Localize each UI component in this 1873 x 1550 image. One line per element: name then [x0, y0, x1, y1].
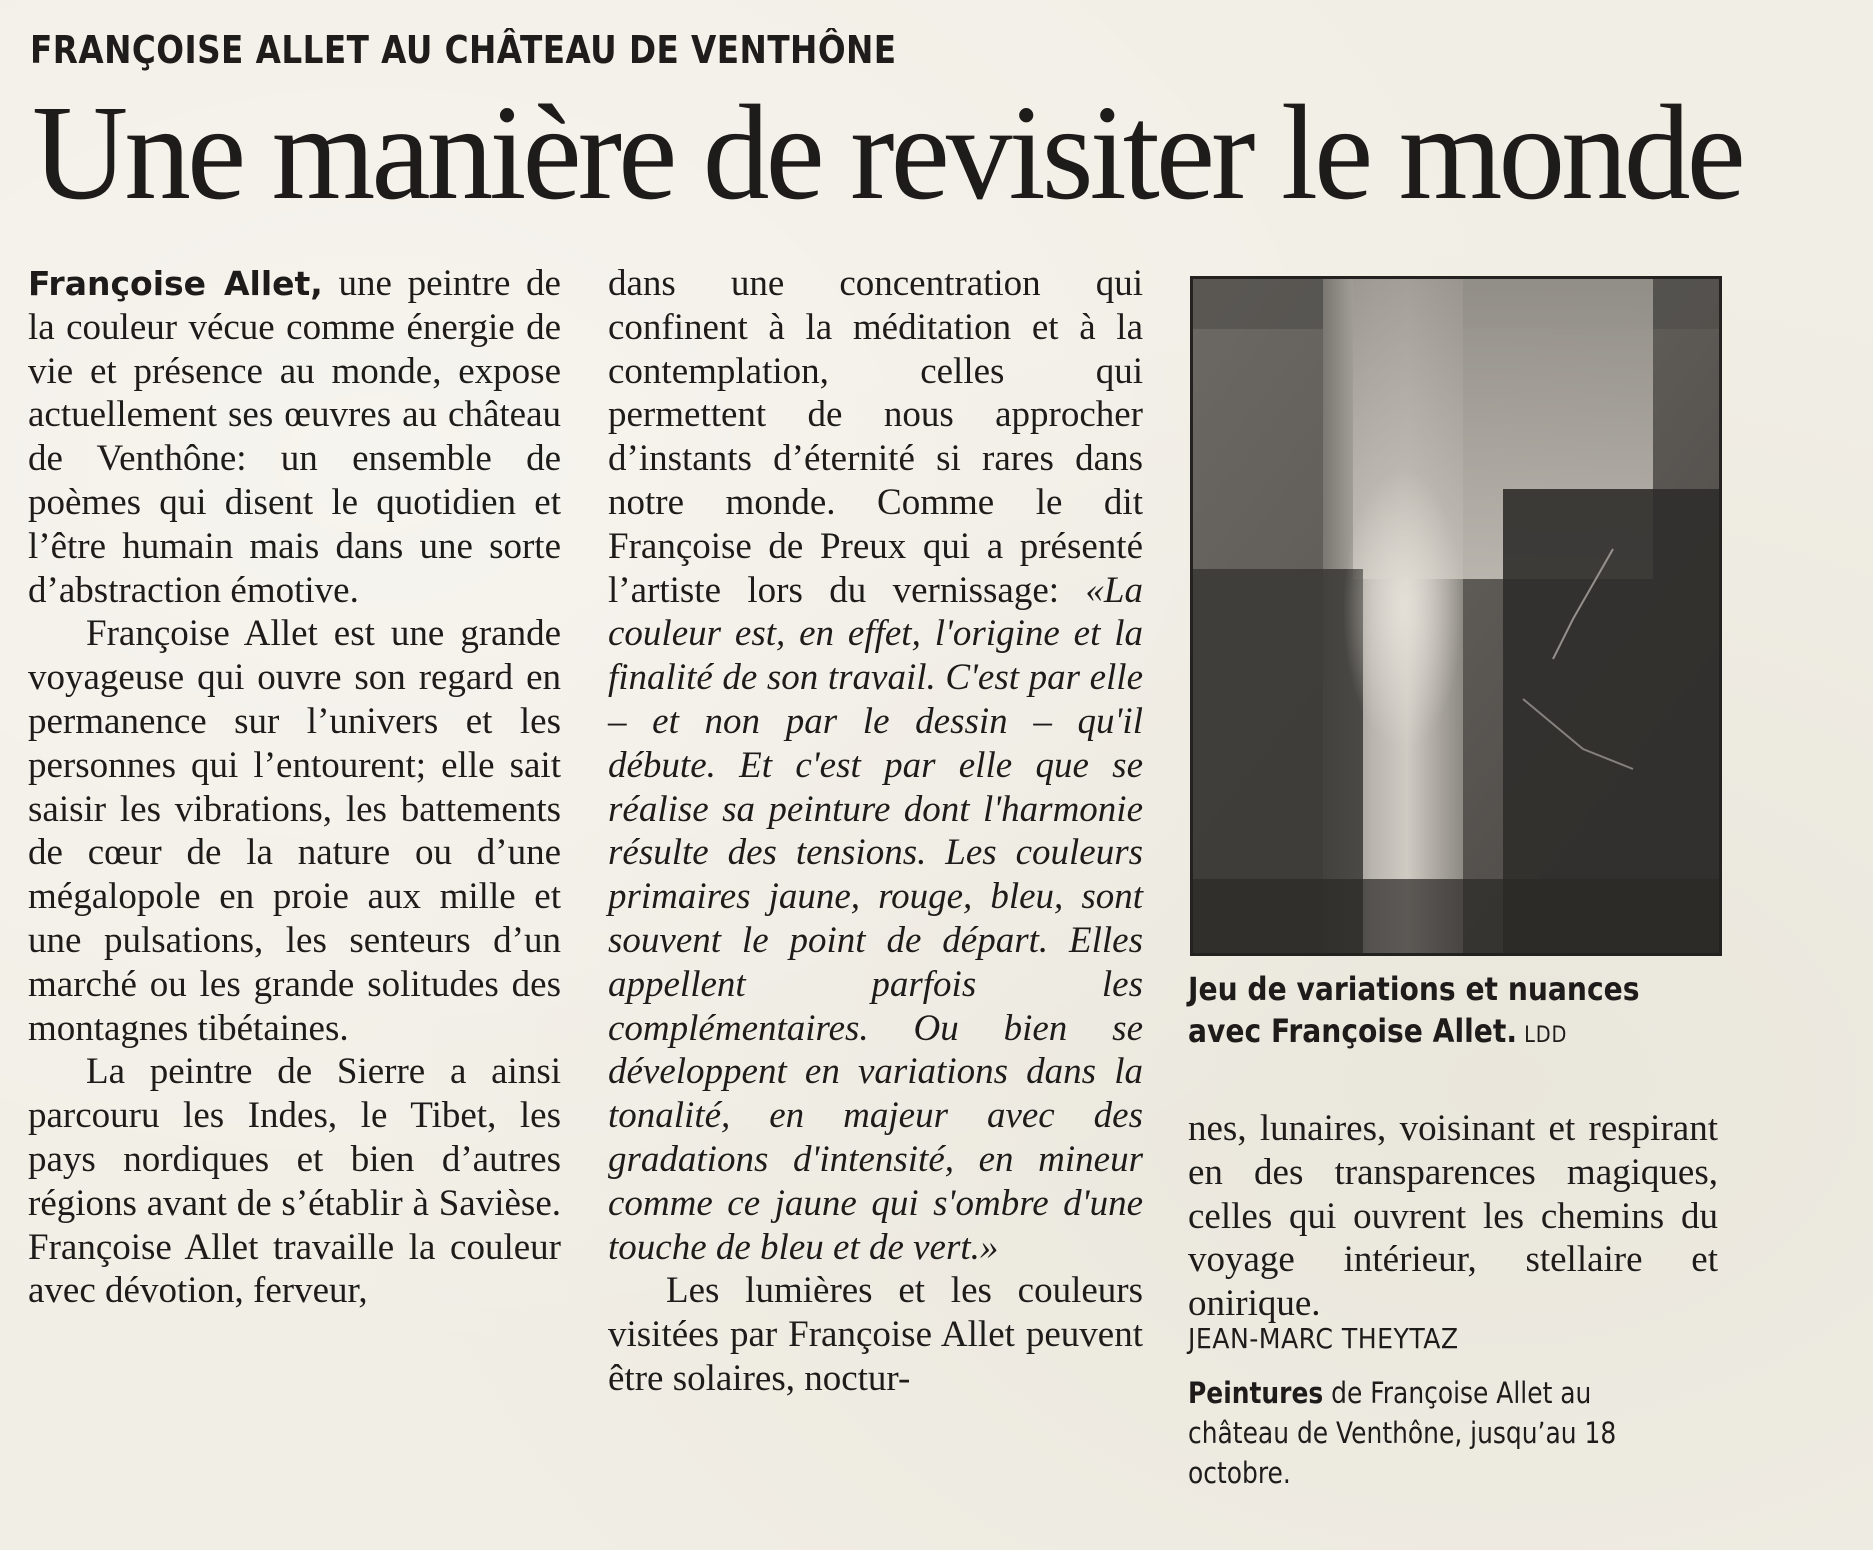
article-column-1: [28, 262, 561, 1313]
photo-credit: LDD: [1524, 1023, 1568, 1048]
exhibition-info: [1188, 1373, 1670, 1493]
paragraph-4: [608, 262, 1143, 1269]
paragraph-1: [28, 262, 561, 612]
paragraph-2: Françoise Allet est une grande voyageuse qui ouvre son regard en permanence sur l’univers et les personnes qui l’entourent; elle sait saisir les vibrations, les battements de cœur de la nature ou d’une mégalopole en proie aux mille et une pulsations, les senteurs d’un marché ou les grande solitudes des montagnes tibétaines.: [28, 613, 561, 1049]
artist-quote: «La couleur est, en effet, l'origine et la finalité de son travail. C'est par elle – et non par le dessin – qu'il débute. Et c'est par elle que se réalise sa peinture dont l'harmonie résulte des tensions. Les couleurs primaires jaune, rouge, bleu, sont souvent le point de départ. Elles appellent parfois les complémentaires. Ou bien se développent en variations dans la tonalité, en majeur avec des gradations d'intensité, en mineur comme ce jaune qui s'ombre d'une touche de bleu et de vert.»: [608, 569, 1143, 1268]
paragraph-4-text: dans une concentration qui confinent à la méditation et à la contemplation, celles qui permettent de nous approcher d’instants d’éternité si rares dans notre monde. Comme le dit Françoise de Preux qui a présenté l’artiste lors du vernissage:: [608, 263, 1143, 611]
info-bold: Peintures: [1188, 1376, 1324, 1410]
article-column-3: [1188, 1107, 1718, 1326]
paragraph-5: Les lumières et les couleurs visitées par Françoise Allet peuvent être solaires, noctur-: [608, 1270, 1143, 1399]
photo-caption: [1188, 968, 1681, 1057]
lead-name: Françoise Allet,: [28, 264, 323, 303]
paragraph-1-text: une peintre de la couleur vécue comme énergie de vie et présence au monde, expose actuellement ses œuvres au château de Venthône: un ensemble de poèmes qui disent le quotidien et l’être humain mais dans une sorte d’abstraction émotive.: [28, 263, 561, 611]
author-byline: JEAN-MARC THEYTAZ: [1188, 1322, 1459, 1355]
painting-image: [1193, 279, 1719, 953]
article-headline: Une manière de revisiter le monde: [32, 78, 1742, 228]
paragraph-3: La peintre de Sierre a ainsi parcouru les Indes, le Tibet, les pays nordiques et bien d’autres régions avant de s’établir à Savièse. Françoise Allet travaille la couleur avec dévotion, ferveur,: [28, 1051, 561, 1312]
paragraph-6: nes, lunaires, voisinant et respirant en des transparences magiques, celles qui ouvrent les chemins du voyage intérieur, stellaire et onirique.: [1188, 1108, 1718, 1325]
caption-text: Jeu de variations et nuances avec Françoise Allet.: [1188, 970, 1640, 1050]
painting-photo: [1190, 276, 1722, 956]
info-text: de Françoise Allet au château de Venthône, jusqu’au 18 octobre.: [1188, 1376, 1617, 1490]
article-column-2: [608, 262, 1143, 1401]
article-kicker: FRANÇOISE ALLET AU CHÂTEAU DE VENTHÔNE: [30, 28, 897, 72]
